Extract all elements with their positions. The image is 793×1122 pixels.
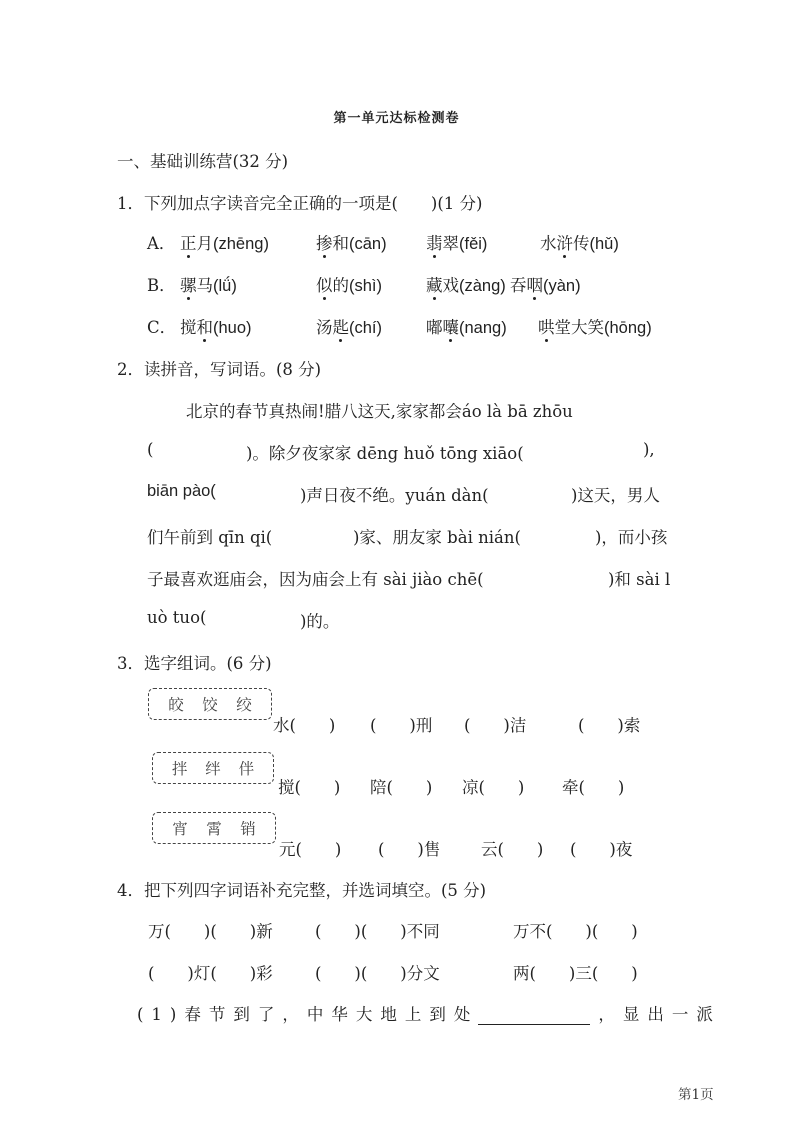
q2-line-4c: )，而小孩 [595,528,668,547]
question-1-prompt: 1．下列加点字读音完全正确的一项是( )(1 分) [117,194,483,213]
choice-char: 销 [240,820,256,838]
q4-subquestion-1 [137,1001,721,1025]
pinyin: (huo) [213,319,252,337]
option-label: A． [147,234,176,253]
question-2-prompt: 2．读拼音，写词语。(8 分) [117,360,322,379]
pinyin: (yàn) [543,277,581,295]
dotted-char: 正 [180,230,197,254]
pinyin: (lǘ) [213,277,237,295]
option-label: C． [147,318,177,337]
q2-line-2a: ( [147,440,154,459]
option-word-part: 水 [540,234,557,253]
choice-char: 饺 [202,696,218,714]
option-word-part: 汤 [316,318,333,337]
q2-line-6a: uò tuo( [147,608,207,627]
dotted-char: 匙 [333,314,350,338]
q3-g1-blank-2: ( )刑 [370,716,433,735]
choice-char: 绞 [236,696,252,714]
option-item [540,230,619,254]
option-word-part: 吞 [510,276,527,295]
page-number: 第1页 [678,1087,714,1103]
q4-idiom-5: ( )( )分文 [315,964,440,983]
q4-idiom-1: 万( )( )新 [148,922,273,941]
option-item [316,230,387,254]
q4-sub1-before: (1)春节到了，中华大地上到处 [137,1005,479,1024]
choice-char: 宵 [172,820,188,838]
pinyin: (fěi) [459,235,488,253]
choice-char: 伴 [238,760,255,778]
option-word-part: 戏 [442,276,459,295]
dotted-char: 咽 [527,272,544,296]
q2-line-1: 北京的春节真热闹!腊八这天,家家都会áo là bā zhōu [186,402,573,421]
q3-g1-blank-1: 水( ) [273,716,336,735]
option-word-part: 马 [196,276,213,295]
dotted-char: 浒 [557,230,574,254]
option-label: B． [147,276,176,295]
option-item [180,272,237,296]
q3-g3-blank-2: ( )售 [378,840,441,859]
choice-char: 拌 [171,760,188,778]
option-word-part: 的 [332,276,349,295]
q2-line-3a: biān pào( [147,482,216,500]
dotted-char: 哄 [538,314,555,338]
q2-line-3b: )声日夜不绝。yuán dàn( [300,486,489,505]
dotted-char: 似 [316,272,333,296]
q3-g3-blank-3: 云( ) [481,840,544,859]
section-heading-basic: 一、基础训练营(32 分) [117,152,289,171]
question-3-prompt: 3．选字组词。(6 分) [117,654,272,673]
choice-char: 皎 [168,696,184,714]
q3-g2-blank-1: 搅( ) [278,778,341,797]
pinyin: (zàng) [459,277,506,295]
option-item [180,230,269,254]
q2-line-2b: )。除夕夜家家 dēng huǒ tōng xiāo( [246,444,524,463]
option-item [538,314,652,338]
pinyin: (chí) [349,319,382,337]
q3-g2-blank-4: 牵( ) [562,778,625,797]
q4-idiom-4: ( )灯( )彩 [148,964,273,983]
option-word-part: 嘟 [426,318,443,337]
q2-line-6b: )的。 [300,612,340,631]
option-item [180,314,252,338]
q3-g2-blank-3: 凉( ) [462,778,525,797]
q4-idiom-2: ( )( )不同 [315,922,440,941]
q4-idiom-3: 万不( )( ) [513,922,638,941]
char-choice-box-1 [148,688,272,720]
pinyin: (hōng) [604,319,652,337]
option-word-part: 传 [573,234,590,253]
dotted-char: 和 [197,314,214,338]
option-word-part: 和 [332,234,349,253]
q3-g2-blank-2: 陪( ) [370,778,433,797]
document-title: 第一单元达标检测卷 [333,111,460,126]
q2-line-5a: 子最喜欢逛庙会，因为庙会上有 sài jiào chē( [147,570,484,589]
pinyin: (shì) [349,277,382,295]
q2-line-2c: ), [643,440,655,459]
q3-g3-blank-1: 元( ) [279,840,342,859]
option-item [316,314,382,338]
dotted-char: 藏 [426,272,443,296]
option-item [426,230,487,254]
fill-blank-line[interactable] [478,1006,590,1025]
q3-g3-blank-4: ( )夜 [570,840,633,859]
dotted-char: 骡 [180,272,197,296]
choice-char: 绊 [205,760,221,778]
q2-line-4b: )家、朋友家 bài nián( [353,528,521,547]
q4-idiom-6: 两( )三( ) [513,964,638,983]
pinyin: (zhēng) [213,235,269,253]
q2-line-4a: 们午前到 qīn qi( [147,528,273,547]
option-word-part: 月 [196,234,213,253]
option-word-part: 搅 [180,318,197,337]
option-item [426,314,507,338]
choice-char: 霄 [206,820,222,838]
option-word-part: 堂大笑 [554,318,604,337]
q2-line-3c: )这天，男人 [571,486,660,505]
dotted-char: 翡 [426,230,443,254]
dotted-char: 掺 [316,230,333,254]
q3-g1-blank-3: ( )洁 [464,716,527,735]
pinyin: (nang) [459,319,507,337]
q2-line-5b: )和 sài l [608,570,671,589]
q3-g1-blank-4: ( )索 [578,716,641,735]
question-4-prompt: 4．把下列四字词语补充完整，并选词填空。(5 分) [117,881,487,900]
pinyin: (cān) [349,235,387,253]
pinyin: (hǔ) [589,235,619,253]
option-word-part: 翠 [442,234,459,253]
char-choice-box-3 [152,812,276,844]
option-item [316,272,382,296]
option-item [510,272,581,296]
option-item [426,272,506,296]
q4-sub1-after: ，显出一派 [598,1005,721,1024]
char-choice-box-2 [152,752,274,784]
dotted-char: 囔 [443,314,460,338]
